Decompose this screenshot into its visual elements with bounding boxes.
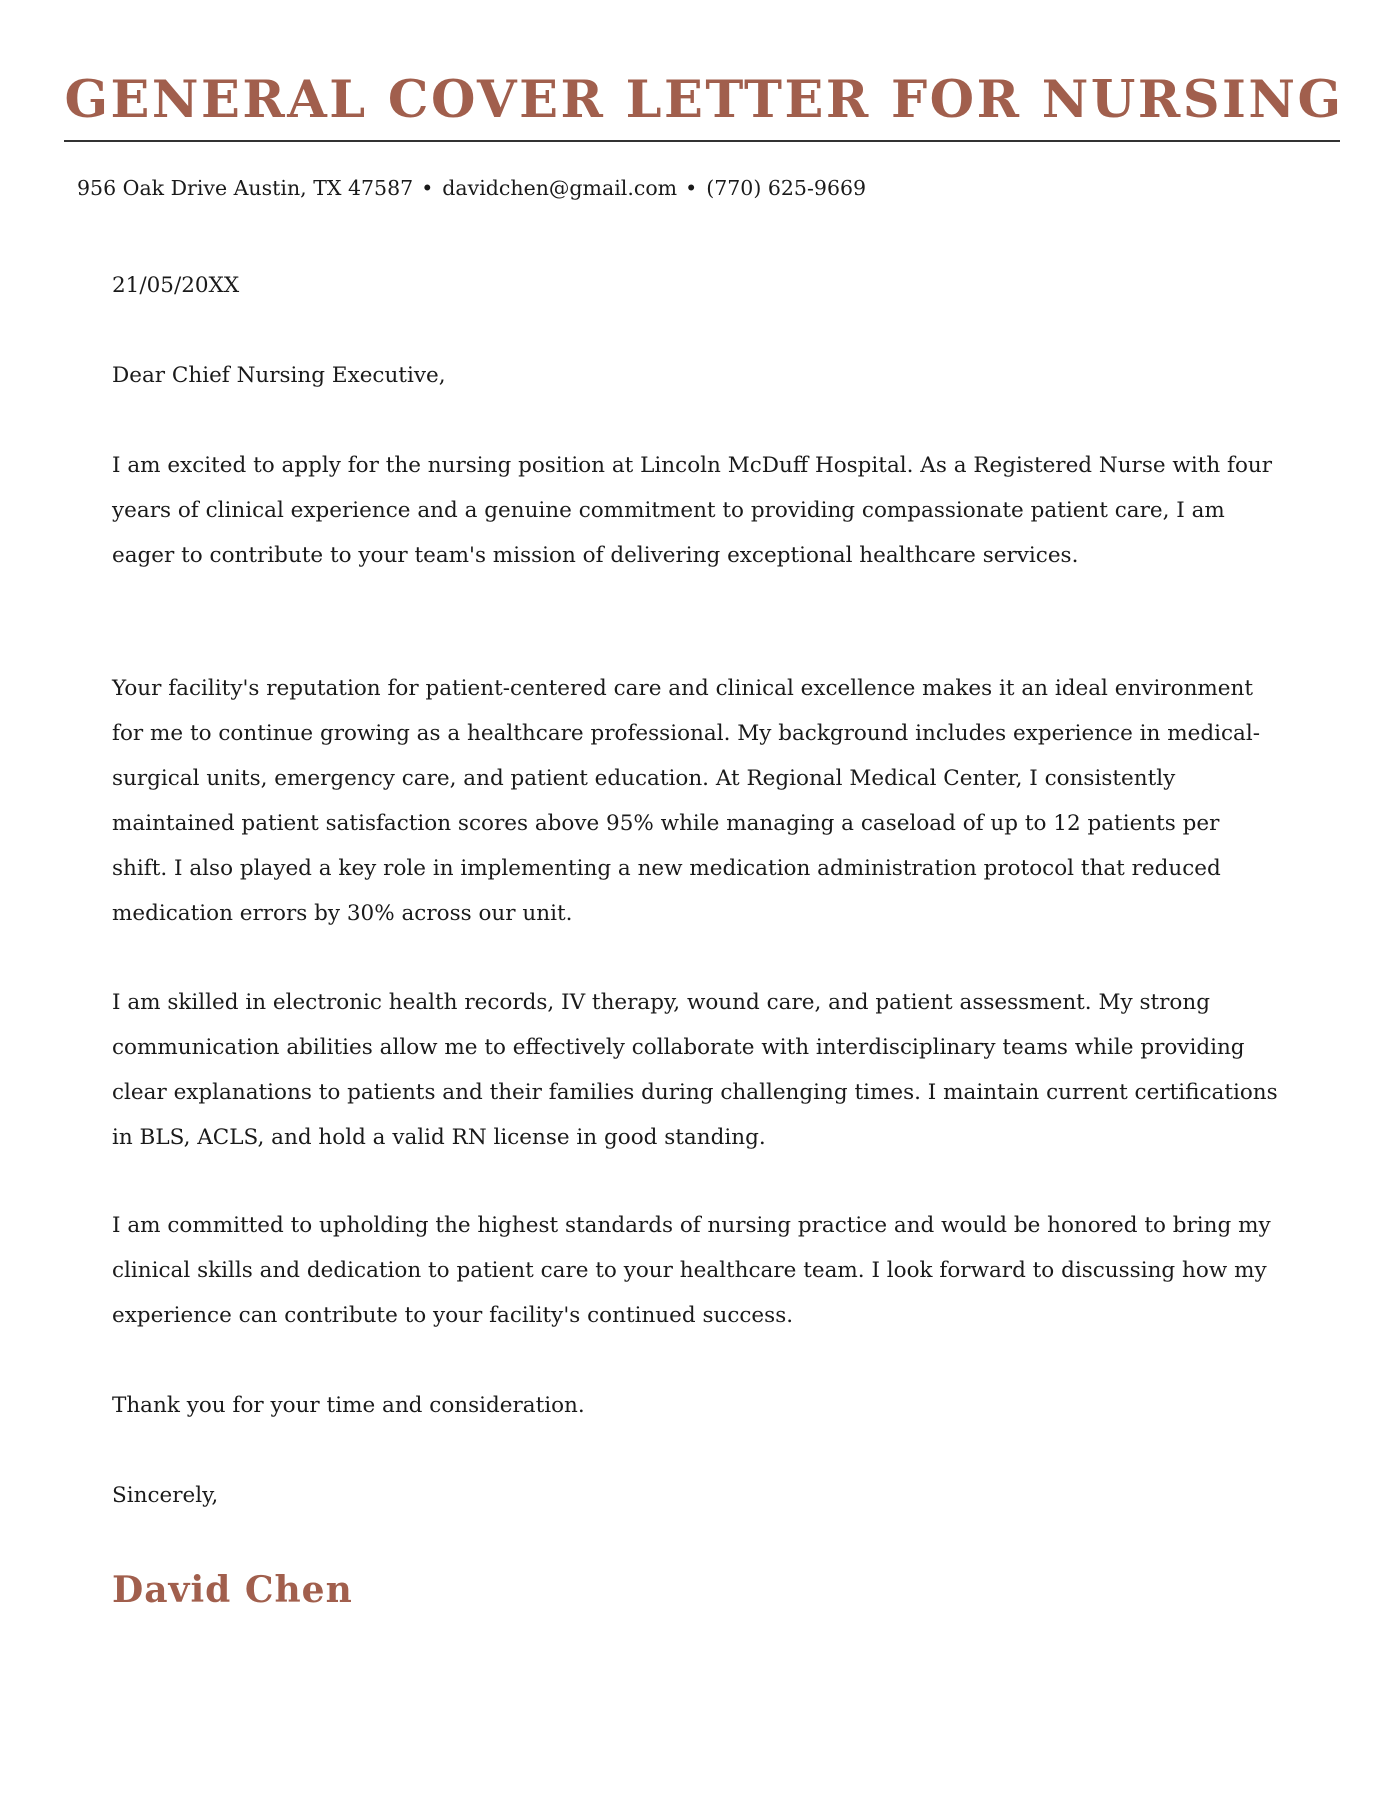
letter-date: 21/05/20XX bbox=[112, 273, 240, 298]
letter-paragraph: I am excited to apply for the nursing position at Lincoln McDuff Hospital. As a Registered Nurse with four years of clinical experience and a genuine commitment to providing compassionate patient care, I am eager to contribute to your team's mission of delivering exceptional healthcare services. bbox=[112, 453, 1273, 568]
letter-paragraph: I am skilled in electronic health records, IV therapy, wound care, and patient assessment. My strong communication abilities allow me to effectively collaborate with interdisciplinary teams while providing clear explanations to patients and their families during challenging times. I maintain current certifications in BLS, ACLS, and hold a valid RN license in good standing. bbox=[112, 990, 1278, 1150]
document-title: GENERAL COVER LETTER FOR NURSING bbox=[64, 70, 1344, 130]
contact-separator: • bbox=[685, 176, 698, 200]
letter-paragraph: I am committed to upholding the highest standards of nursing practice and would be honored to bring my clinical skills and dedication to patient care to your healthcare team. I look forward to discussing how my experience can contribute to your facility's continued success. bbox=[112, 1213, 1271, 1328]
title-divider bbox=[64, 140, 1340, 142]
letter-salutation: Dear Chief Nursing Executive, bbox=[112, 363, 446, 388]
contact-separator: • bbox=[421, 176, 434, 200]
contact-address: 956 Oak Drive Austin, TX 47587 bbox=[77, 176, 414, 200]
letter-paragraph: Your facility's reputation for patient-centered care and clinical excellence makes it an ideal environment for me to continue growing as a healthcare professional. My background includes experience in medical-surgical units, emergency care, and patient education. At Regional Medical Center, I consistently maintained patient satisfaction scores above 95% while managing a caseload of up to 12 patients per shift. I also played a key role in implementing a new medication administration protocol that reduced medication errors by 30% across our unit. bbox=[112, 676, 1260, 926]
contact-phone: (770) 625-9669 bbox=[706, 176, 867, 200]
contact-line bbox=[77, 172, 866, 204]
letter-closing: Sincerely, bbox=[112, 1483, 219, 1508]
signature-name: David Chen bbox=[112, 1569, 353, 1611]
letter-thanks: Thank you for your time and consideration. bbox=[112, 1393, 585, 1418]
contact-email: davidchen@gmail.com bbox=[442, 176, 678, 200]
